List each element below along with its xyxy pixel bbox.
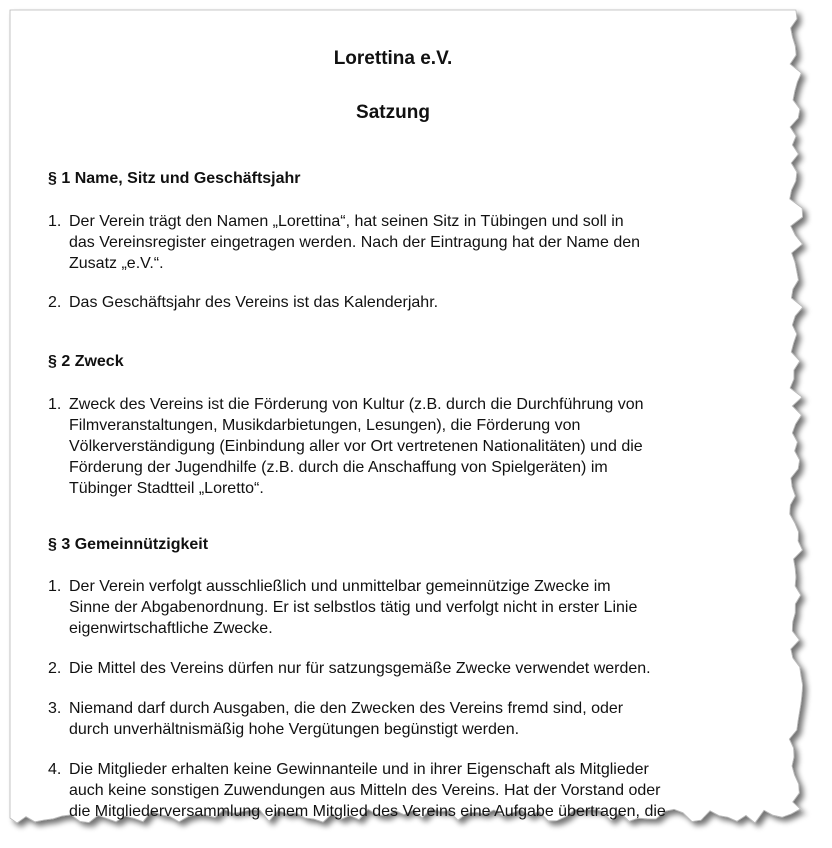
item-number: 1. (48, 213, 62, 230)
list-item (48, 698, 732, 740)
list-item (48, 394, 732, 499)
section-heading: § 1 Name, Sitz und Geschäftsjahr (48, 170, 301, 187)
item-text: Der Verein trägt den Namen „Lorettina“, hat seinen Sitz in Tübingen und soll in das Vereinsregister eingetragen werden. Nach der Eintragung hat der Name den Zusatz „e.V.“. (69, 213, 641, 272)
list-item (48, 759, 732, 822)
org-name: Lorettina e.V. (333, 48, 453, 69)
item-text: Das Geschäftsjahr des Vereins ist das Kalenderjahr. (69, 294, 439, 311)
item-number: 2. (48, 294, 62, 311)
item-number: 3. (48, 700, 62, 717)
item-number: 2. (48, 660, 62, 677)
item-number: 1. (48, 396, 62, 413)
section-heading: § 3 Gemeinnützigkeit (48, 536, 209, 553)
item-text: Niemand darf durch Ausgaben, die den Zwecken des Vereins fremd sind, oder durch unverhältnismäßig hohe Vergütungen begünstigt werden. (69, 700, 624, 738)
item-number: 1. (48, 578, 62, 595)
doc-title: Satzung (356, 102, 430, 123)
item-text: Die Mittel des Vereins dürfen nur für satzungsgemäße Zwecke verwendet werden. (69, 660, 651, 677)
list-item (48, 576, 732, 639)
list-item (48, 211, 732, 274)
item-number: 4. (48, 761, 62, 778)
section-heading: § 2 Zweck (48, 353, 124, 370)
item-text: Zweck des Vereins ist die Förderung von Kultur (z.B. durch die Durchführung von Filmveranstaltungen, Musikdarbietungen, Lesungen), die Förderung von Völkerverständigung (Einbindung aller vor Ort vertretenen Nationalitäten) und die Förderung der Jugendhilfe (z.B. durch die Anschaffung von Spielgeräten) im Tübinger Stadtteil „Loretto“. (69, 396, 644, 497)
list-item (48, 658, 732, 679)
item-text: Die Mitglieder erhalten keine Gewinnanteile und in ihrer Eigenschaft als Mitglieder auch keine sonstigen Zuwendungen aus Mitteln des Vereins. Hat der Vorstand oder die Mitgliederversammlung einem Mitglied des Vereins eine Aufgabe übertragen, die (69, 761, 666, 820)
list-item (48, 292, 732, 313)
item-text: Der Verein verfolgt ausschließlich und unmittelbar gemeinnützige Zwecke im Sinne der Abgabenordnung. Er ist selbstlos tätig und verfolgt nicht in erster Linie eigenwirtschaftliche Zwecke. (69, 578, 638, 637)
